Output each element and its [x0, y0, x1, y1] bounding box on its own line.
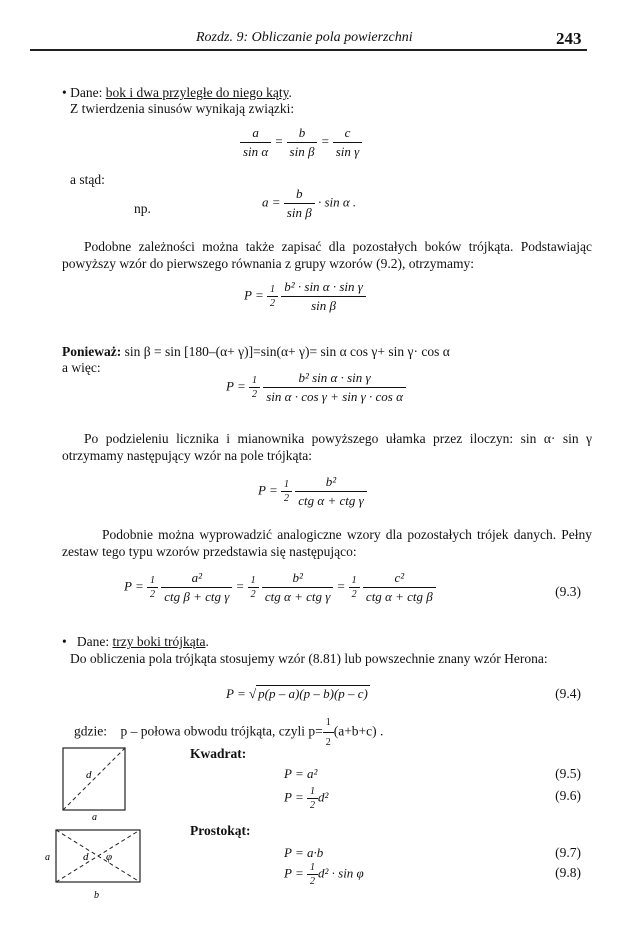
section-1-lead-underlined: bok i dwa przyległe do niego kąty: [105, 85, 289, 100]
section-1-lead: Dane:: [70, 85, 106, 100]
square-diagram: [52, 738, 142, 828]
rectangle-angle-label: φ: [106, 851, 113, 863]
heron-formula: P = √ p(p – a)(p – b)(p – c): [226, 686, 368, 701]
equation-number-9-6: (9.6): [555, 788, 581, 803]
formula-area-3: P = $\frac{1}{2}$ $\frac{\text{b²}}{\text{ctg α + ctg γ}}$: [258, 474, 367, 509]
a-wiec-label: a więc:: [62, 360, 101, 375]
formula-9-6: P = $\frac{1}{2}$ d²: [284, 786, 329, 811]
rectangle-diagram: [40, 822, 150, 902]
paragraph-1: Podobne zależności można także zapisać dla pozostałych boków trójkąta. Podstawiając powyższy wzór do pierwszego równania z grupy wzorów (9.2), otrzymamy:: [62, 239, 592, 271]
square-side-label: a: [92, 812, 97, 823]
bullet: •: [62, 85, 67, 100]
formula-area-2: P = $\frac{1}{2}$ $\frac{\text{b² sin α · sin γ}}{\text{sin α · cos γ + sin γ · cos α}}$: [226, 370, 406, 405]
section-1-line2: Z twierdzenia sinusów wynikają związki:: [70, 101, 295, 116]
equation-number-9-5: (9.5): [555, 766, 581, 781]
header-rule: [30, 49, 587, 51]
equation-number-9-4: (9.4): [555, 686, 581, 701]
rectangle-side-b-label: b: [94, 890, 99, 901]
a-stad-label: a stąd:: [70, 172, 105, 187]
equation-number-9-3: (9.3): [555, 584, 581, 599]
rectangle-side-a-label: a: [45, 852, 50, 863]
section-1-lead-end: .: [288, 85, 292, 100]
page-number: 243: [556, 29, 582, 48]
a-formula: a = $\frac{b}{\text{sin β}}$ · sin α .: [262, 186, 357, 220]
square-diagonal-label: d: [86, 769, 92, 781]
gdzie-line: gdzie: p – połowa obwodu trójkąta, czyli p= $\frac{1}{2}$ (a+b+c) .: [74, 714, 383, 751]
sine-law-formula: $\frac{a}{\text{sin α}}$ = $\frac{b}{\text{sin β}}$ = $\frac{c}{\text{sin γ}}$: [240, 125, 362, 160]
formula-set-9-3: P = $\frac{1}{2}$ $\frac{\text{a²}}{\text{ctg β + ctg γ}}$ = $\frac{1}{2}$ $\frac{\text{b²}}{\text{ctg α + ctg γ}}$ = $\frac{1}{2}$ $\frac{\text{c²}}{\text{ctg α + ctg β}}$: [124, 570, 436, 605]
np-label: np.: [134, 201, 151, 216]
equation-number-9-7: (9.7): [555, 845, 581, 860]
formula-9-8: P = $\frac{1}{2}$ d² · sin φ: [284, 862, 364, 887]
section-2-lead-underlined: trzy boki trójkąta: [112, 634, 206, 649]
paragraph-2: Po podzieleniu licznika i mianownika powyższego ułamka przez iloczyn: sin α· sin γ otrzymamy następujący wzór na pole trójkąta:: [62, 431, 592, 463]
section-1-heading: [62, 84, 292, 101]
fraction-a: $\frac{a}{\text{sin α}}$: [240, 125, 271, 160]
rectangle-diagonal-label: d: [83, 851, 89, 863]
formula-area-1: P = $\frac{1}{2}$ $\frac{\text{b² · sin α · sin γ}}{\text{sin β}}$: [244, 279, 366, 314]
poniewaz-line: Ponieważ: sin β = sin [180–(α+ γ)]=sin(α+ γ)= sin α cos γ+ sin γ· cos α: [62, 344, 450, 359]
paragraph-3: Podobnie można wyprowadzić analogiczne wzory dla pozostałych trójek danych. Pełny zestaw tego typu wzorów przedstawia się następująco:: [62, 527, 592, 559]
formula-9-7: P = a·b: [284, 845, 324, 860]
formula-9-5: P = a²: [284, 766, 318, 781]
kwadrat-title: Kwadrat:: [190, 746, 247, 761]
equation-number-9-8: (9.8): [555, 865, 581, 880]
section-2-heading: • Dane: trzy boki trójkąta.: [62, 634, 209, 649]
fraction-b: $\frac{b}{\text{sin β}}$: [287, 125, 318, 160]
prostokat-title: Prostokąt:: [190, 823, 251, 838]
section-2-paragraph: Do obliczenia pola trójkąta stosujemy wzór (8.81) lub powszechnie znany wzór Herona:: [70, 651, 548, 666]
fraction-c: $\frac{c}{\text{sin γ}}$: [333, 125, 363, 160]
heron-radicand: p(p – a)(p – b)(p – c): [258, 686, 368, 701]
running-header-title: Rozdz. 9: Obliczanie pola powierzchni: [196, 30, 413, 45]
